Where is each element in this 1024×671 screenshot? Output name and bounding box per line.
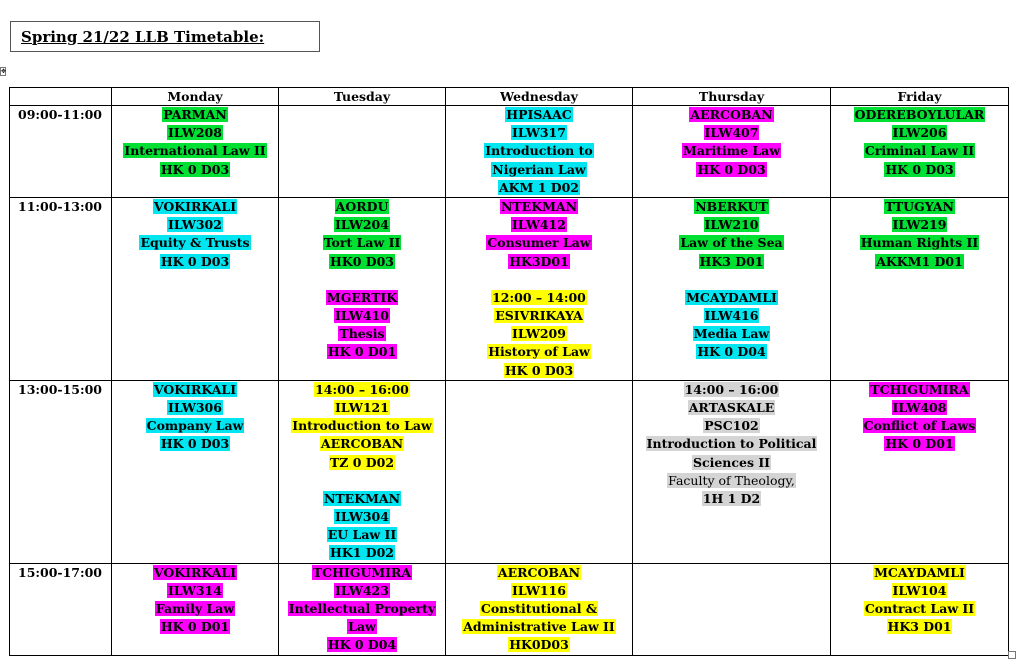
course-line-wrap xyxy=(446,582,632,600)
course-line: EU Law II xyxy=(327,527,397,543)
cell-friday xyxy=(831,380,1009,563)
cell-wednesday xyxy=(446,106,633,198)
course-block xyxy=(112,198,278,271)
course-line-wrap xyxy=(446,253,632,271)
course-line-wrap xyxy=(831,234,1008,252)
course-line-wrap xyxy=(112,253,278,271)
course-line-wrap xyxy=(279,325,445,343)
course-line: NTEKMAN xyxy=(323,490,401,506)
course-line: ILW302 xyxy=(168,217,222,233)
course-line-wrap xyxy=(279,544,445,562)
course-line: ILW408 xyxy=(892,400,947,416)
course-line-wrap xyxy=(446,234,632,252)
course-line: Equity & Trusts xyxy=(140,235,250,251)
cell-thursday xyxy=(633,106,831,198)
course-line-wrap xyxy=(446,362,632,380)
course-line: PARMAN xyxy=(163,107,227,122)
cell-wednesday xyxy=(446,198,633,381)
course-line: TCHIGUMIRA xyxy=(312,564,412,580)
cell-thursday xyxy=(633,563,831,655)
course-line: HK3D01 xyxy=(509,253,569,269)
course-line: ILW204 xyxy=(335,217,389,233)
course-line: ILW314 xyxy=(168,582,222,598)
course-line: Introduction to Law xyxy=(292,418,432,434)
course-line-wrap xyxy=(831,618,1008,636)
course-line: MCAYDAMLI xyxy=(874,564,965,580)
course-line-wrap xyxy=(446,216,632,234)
cell-friday xyxy=(831,198,1009,381)
course-line-wrap xyxy=(279,508,445,526)
course-line-wrap xyxy=(633,289,830,307)
cell-friday xyxy=(831,106,1009,198)
table-move-handle-icon[interactable]: ✥ xyxy=(1,68,7,75)
course-line-wrap xyxy=(446,618,632,636)
course-line: Constitutional & xyxy=(480,601,598,617)
course-line: HK3 D01 xyxy=(699,253,764,269)
time-slot-label: 09:00-11:00 xyxy=(10,106,112,198)
course-line-wrap xyxy=(112,161,278,179)
course-block xyxy=(279,198,445,271)
course-line: History of Law xyxy=(488,344,590,360)
day-header-tuesday: Tuesday xyxy=(279,88,446,106)
course-line-wrap xyxy=(112,399,278,417)
course-line: ILW416 xyxy=(704,308,759,324)
course-line-wrap xyxy=(112,234,278,252)
course-block xyxy=(279,490,445,563)
course-line: ILW410 xyxy=(335,308,389,324)
cell-monday xyxy=(112,563,279,655)
course-line-wrap xyxy=(446,124,632,142)
course-line: HK 0 D03 xyxy=(160,436,230,452)
course-line-wrap xyxy=(112,600,278,618)
course-block xyxy=(446,289,632,380)
course-line: 14:00 – 16:00 xyxy=(684,381,779,397)
course-line-wrap xyxy=(831,106,1008,124)
course-line-wrap xyxy=(831,435,1008,453)
course-line: Criminal Law II xyxy=(864,143,975,159)
course-line-wrap xyxy=(446,106,632,124)
course-line-wrap xyxy=(831,564,1008,582)
course-line: NBERKUT xyxy=(695,199,768,215)
course-line-wrap xyxy=(279,234,445,252)
course-line-wrap xyxy=(446,142,632,160)
time-slot-label: 13:00-15:00 xyxy=(10,380,112,563)
course-line-wrap xyxy=(446,289,632,307)
course-line: HK 0 D04 xyxy=(697,344,766,360)
course-line-wrap xyxy=(279,253,445,271)
time-slot-row xyxy=(10,198,1009,381)
course-line: VOKIRKALI xyxy=(153,381,237,397)
course-line: TTUGYAN xyxy=(885,199,954,215)
course-line: HK 0 D01 xyxy=(160,619,230,635)
course-line-wrap xyxy=(279,343,445,361)
course-line-wrap xyxy=(279,490,445,508)
course-line: HK 0 D03 xyxy=(160,161,230,177)
course-line: ILW423 xyxy=(335,582,389,598)
course-line: HK 0 D03 xyxy=(160,253,230,269)
course-line-wrap xyxy=(633,343,830,361)
course-line: Intellectual Property xyxy=(288,601,436,617)
block-spacer xyxy=(279,472,445,490)
cell-thursday xyxy=(633,380,831,563)
course-line-wrap xyxy=(831,198,1008,216)
course-line-wrap xyxy=(831,142,1008,160)
course-line: HK 0 D03 xyxy=(697,161,766,177)
course-line: Tort Law II xyxy=(323,235,401,251)
course-line-wrap xyxy=(633,106,830,124)
course-block xyxy=(831,106,1008,179)
course-line-wrap xyxy=(831,253,1008,271)
course-line: AERCOBAN xyxy=(320,436,404,452)
course-line-wrap xyxy=(633,253,830,271)
course-line-wrap xyxy=(112,435,278,453)
course-line: ILW412 xyxy=(512,217,566,233)
course-line-wrap xyxy=(831,600,1008,618)
course-line: ILW317 xyxy=(512,125,566,141)
time-slot-label: 15:00-17:00 xyxy=(10,563,112,655)
course-line-wrap xyxy=(279,454,445,472)
course-line-wrap xyxy=(446,600,632,618)
course-line: ODEREBOYLULAR xyxy=(854,107,985,122)
course-line-wrap xyxy=(112,618,278,636)
course-line-wrap xyxy=(633,417,830,435)
course-line-wrap xyxy=(446,179,632,197)
course-line: HK 0 D01 xyxy=(885,436,954,452)
course-line-wrap xyxy=(112,582,278,600)
course-line: ILW209 xyxy=(512,326,566,342)
course-line: 14:00 – 16:00 xyxy=(315,381,409,397)
course-line-wrap xyxy=(279,600,445,618)
course-line-wrap xyxy=(633,307,830,325)
course-line-wrap xyxy=(633,216,830,234)
course-line: Introduction to Political xyxy=(646,436,817,452)
time-slot-row xyxy=(10,106,1009,198)
course-line: ARTASKALE xyxy=(688,400,775,416)
course-block xyxy=(446,198,632,271)
course-line-wrap xyxy=(112,216,278,234)
course-block xyxy=(279,289,445,362)
cell-friday xyxy=(831,563,1009,655)
table-resize-handle-icon[interactable] xyxy=(1008,651,1016,659)
course-line-wrap xyxy=(446,343,632,361)
course-line-wrap xyxy=(633,325,830,343)
course-line: Law of the Sea xyxy=(680,235,783,251)
course-block xyxy=(831,198,1008,271)
corner-cell xyxy=(10,88,112,106)
course-line: Law xyxy=(348,619,376,635)
timetable-title: Spring 21/22 LLB Timetable: xyxy=(21,28,265,46)
course-line: PSC102 xyxy=(704,418,759,434)
course-line: HK 0 D01 xyxy=(327,344,397,360)
course-line-wrap xyxy=(446,161,632,179)
course-line: HPISAAC xyxy=(506,107,572,122)
day-header-monday: Monday xyxy=(112,88,279,106)
course-line: HK 0 D04 xyxy=(327,637,397,653)
course-line: Faculty of Theology, xyxy=(668,472,795,488)
course-line: HK0D03 xyxy=(509,637,569,653)
course-line: Media Law xyxy=(693,326,770,342)
course-line-wrap xyxy=(446,636,632,654)
course-line-wrap xyxy=(633,142,830,160)
day-header-friday: Friday xyxy=(831,88,1009,106)
time-slot-row xyxy=(10,380,1009,563)
course-line-wrap xyxy=(633,161,830,179)
cell-wednesday xyxy=(446,563,633,655)
course-line: AKKM1 D01 xyxy=(876,253,963,269)
course-line-wrap xyxy=(633,381,830,399)
course-line: ILW407 xyxy=(704,125,759,141)
course-line-wrap xyxy=(112,381,278,399)
course-line: Company Law xyxy=(146,418,244,434)
course-line-wrap xyxy=(112,106,278,124)
course-line-wrap xyxy=(279,564,445,582)
course-line: ILW219 xyxy=(892,217,947,233)
course-line-wrap xyxy=(279,618,445,636)
course-line-wrap xyxy=(112,124,278,142)
course-line: 12:00 – 14:00 xyxy=(492,289,586,305)
course-line-wrap xyxy=(279,198,445,216)
course-line: 1H 1 D2 xyxy=(702,491,761,507)
course-line: Thesis xyxy=(339,326,385,342)
course-block xyxy=(279,564,445,655)
course-line: AERCOBAN xyxy=(690,107,773,122)
course-line: International Law II xyxy=(124,143,266,159)
course-line: Nigerian Law xyxy=(492,161,586,177)
course-line-wrap xyxy=(633,490,830,508)
course-line-wrap xyxy=(831,161,1008,179)
course-line-wrap xyxy=(112,417,278,435)
course-line-wrap xyxy=(633,454,830,472)
timetable-table xyxy=(9,87,1009,656)
course-line: ILW210 xyxy=(704,217,759,233)
course-line: ILW306 xyxy=(168,400,222,416)
course-line-wrap xyxy=(831,417,1008,435)
course-block xyxy=(112,381,278,454)
course-line-wrap xyxy=(279,435,445,453)
course-block xyxy=(831,564,1008,637)
course-line: ILW121 xyxy=(335,400,389,416)
course-line-wrap xyxy=(446,325,632,343)
course-line: TCHIGUMIRA xyxy=(870,381,969,397)
course-line: Conflict of Laws xyxy=(863,418,976,434)
day-header-wednesday: Wednesday xyxy=(446,88,633,106)
course-line: ILW104 xyxy=(892,582,947,598)
course-line: ILW116 xyxy=(512,582,566,598)
time-slot-row xyxy=(10,563,1009,655)
course-line-wrap xyxy=(279,289,445,307)
course-line-wrap xyxy=(633,124,830,142)
block-spacer xyxy=(279,271,445,289)
course-line-wrap xyxy=(112,198,278,216)
course-line-wrap xyxy=(633,472,830,490)
course-line: Family Law xyxy=(155,601,235,617)
course-line: NTEKMAN xyxy=(500,199,578,215)
course-line: Administrative Law II xyxy=(463,619,615,635)
course-line-wrap xyxy=(831,582,1008,600)
course-line: Introduction to xyxy=(485,143,593,159)
block-spacer xyxy=(446,271,632,289)
course-line-wrap xyxy=(831,381,1008,399)
course-line: ILW206 xyxy=(892,125,947,141)
course-line: VOKIRKALI xyxy=(153,564,237,580)
course-line: Maritime Law xyxy=(683,143,780,159)
course-line: Consumer Law xyxy=(487,235,591,251)
course-line-wrap xyxy=(279,417,445,435)
course-line: VOKIRKALI xyxy=(153,199,237,215)
cell-monday xyxy=(112,198,279,381)
course-line-wrap xyxy=(446,564,632,582)
course-line-wrap xyxy=(446,198,632,216)
course-line: AKM 1 D02 xyxy=(498,179,580,195)
day-header-thursday: Thursday xyxy=(633,88,831,106)
course-block xyxy=(633,198,830,271)
course-block xyxy=(446,564,632,655)
course-block xyxy=(633,106,830,179)
course-block xyxy=(446,106,632,197)
cell-monday xyxy=(112,380,279,563)
cell-monday xyxy=(112,106,279,198)
course-line-wrap xyxy=(279,399,445,417)
course-line: ILW304 xyxy=(335,509,389,525)
course-line: MCAYDAMLI xyxy=(686,289,777,305)
cell-tuesday xyxy=(279,563,446,655)
course-line: ESIVRIKAYA xyxy=(495,308,583,324)
course-line: HK1 D02 xyxy=(330,545,394,561)
course-line: Sciences II xyxy=(692,454,771,470)
course-line-wrap xyxy=(633,198,830,216)
course-line: MGERTIK xyxy=(326,289,398,305)
course-line-wrap xyxy=(279,381,445,399)
course-line-wrap xyxy=(831,124,1008,142)
course-line-wrap xyxy=(446,307,632,325)
course-line: HK 0 D03 xyxy=(885,161,954,177)
course-block xyxy=(112,106,278,179)
course-line-wrap xyxy=(831,399,1008,417)
course-line-wrap xyxy=(112,564,278,582)
course-line-wrap xyxy=(279,636,445,654)
course-block xyxy=(831,381,1008,454)
course-line-wrap xyxy=(112,142,278,160)
course-block xyxy=(112,564,278,637)
course-line-wrap xyxy=(831,216,1008,234)
course-block xyxy=(279,381,445,472)
course-line-wrap xyxy=(633,435,830,453)
course-line: HK0 D03 xyxy=(330,253,394,269)
course-line-wrap xyxy=(279,582,445,600)
course-block xyxy=(633,381,830,508)
course-line-wrap xyxy=(279,216,445,234)
course-line-wrap xyxy=(279,307,445,325)
course-line: AERCOBAN xyxy=(497,564,581,580)
cell-tuesday xyxy=(279,198,446,381)
course-line-wrap xyxy=(633,234,830,252)
course-line: AORDU xyxy=(335,199,389,215)
course-line: HK 0 D03 xyxy=(504,362,574,378)
course-line-wrap xyxy=(633,399,830,417)
course-line-wrap xyxy=(279,526,445,544)
course-line: Contract Law II xyxy=(864,601,975,617)
course-line: ILW208 xyxy=(168,125,222,141)
timetable-title-box xyxy=(10,21,320,52)
course-line: Human Rights II xyxy=(860,235,979,251)
cell-tuesday xyxy=(279,380,446,563)
header-row xyxy=(10,88,1009,106)
cell-thursday xyxy=(633,198,831,381)
cell-tuesday xyxy=(279,106,446,198)
time-slot-label: 11:00-13:00 xyxy=(10,198,112,381)
cell-wednesday xyxy=(446,380,633,563)
block-spacer xyxy=(633,271,830,289)
course-line: TZ 0 D02 xyxy=(329,454,395,470)
course-block xyxy=(633,289,830,362)
course-line: HK3 D01 xyxy=(887,619,952,635)
